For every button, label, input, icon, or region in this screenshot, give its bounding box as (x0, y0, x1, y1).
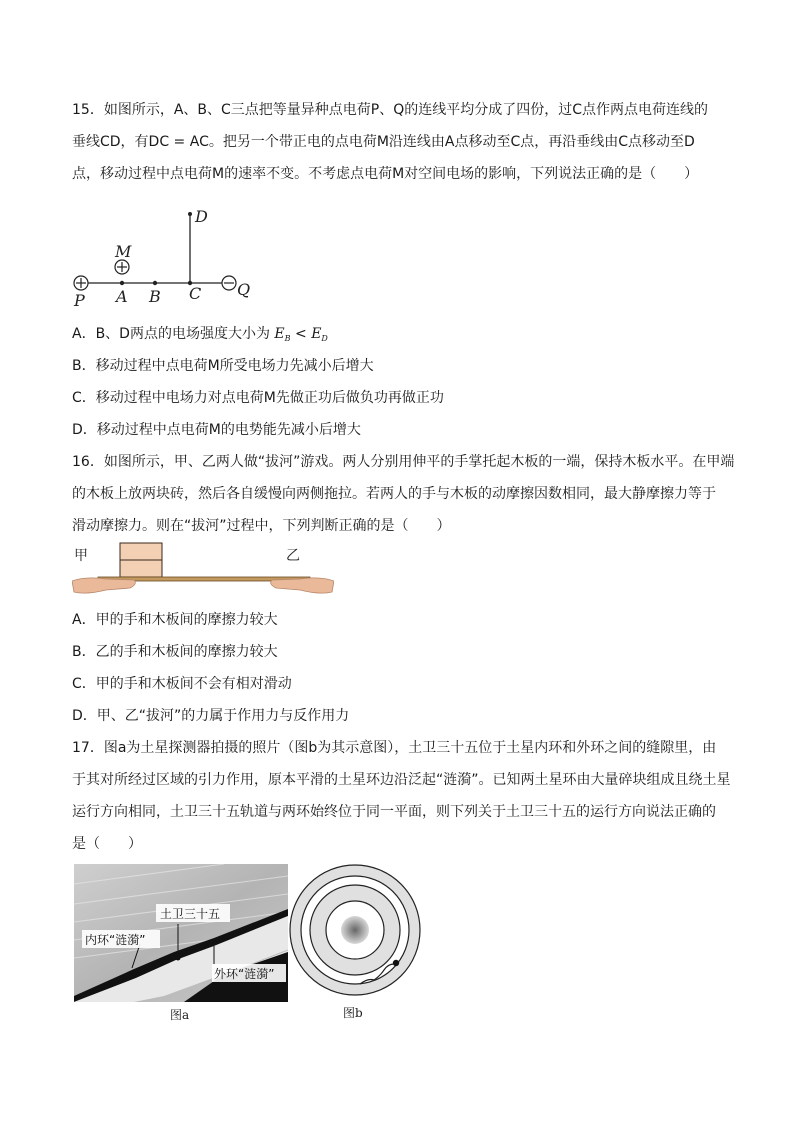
label-b: B (149, 287, 161, 306)
q15-option-b: B．移动过程中点电荷M所受电场力先减小后增大 (72, 358, 374, 374)
q16-option-b: B．乙的手和木板间的摩擦力较大 (72, 644, 278, 660)
label-moon: 土卫三十五 (160, 907, 221, 921)
label-yi: 乙 (286, 548, 300, 564)
right-hand-icon (271, 578, 334, 593)
q16-tug-figure (72, 540, 334, 602)
q15-line1: 15．如图所示，A、B、C三点把等量异种点电荷P、Q的连线平均分成了四份，过C点作两点电荷连线的 (72, 102, 709, 118)
saturn-icon (341, 916, 369, 944)
label-a: A (116, 287, 128, 306)
label-d: D (195, 207, 208, 226)
label-p: P (74, 291, 85, 310)
label-outer-ripple: 外环“涟漪” (214, 967, 275, 981)
q17-line1: 17．图a为土星探测器拍摄的照片（图b为其示意图），土卫三十五位于土星内环和外环之间的缝隙里，由 (72, 740, 717, 756)
label-inner-ripple: 内环“涟漪” (85, 933, 146, 947)
q16-line1: 16．如图所示，甲、乙两人做“拔河”游戏。两人分别用伸平的手掌托起木板的一端，保持木板水平。在甲端 (72, 454, 735, 470)
caption-fig-b: 图b (343, 1006, 363, 1020)
q16-line2: 的木板上放两块砖，然后各自缓慢向两侧拖拉。若两人的手与木板的动摩擦因数相同，最大静摩擦力等于 (72, 486, 716, 502)
q15-line3: 点，移动过程中点电荷M的速率不变。不考虑点电荷M对空间电场的影响，下列说法正确的是（ ） (72, 166, 699, 182)
fig-a-photo (74, 864, 288, 1002)
q17-line4: 是（ ） (72, 836, 142, 852)
brick-top (120, 543, 162, 560)
brick-bottom (120, 560, 162, 577)
e-symbol-2: E (311, 326, 322, 342)
left-hand-icon (72, 578, 135, 593)
q15-line2: 垂线CD，有DC = AC。把另一个带正电的点电荷M沿连线由A点移动至C点，再沿垂线由C点移动至D (72, 134, 695, 150)
q15-charge-diagram (70, 200, 270, 310)
q15-option-c: C．移动过程中电场力对点电荷M先做正功后做负功再做正功 (72, 390, 444, 406)
sub-b: B (284, 334, 291, 343)
q15-option-d: D．移动过程中点电荷M的电势能先减小后增大 (72, 422, 361, 438)
less-than: < (290, 326, 312, 342)
q15-option-a-text: A．B、D两点的电场强度大小为 (72, 326, 270, 342)
q16-option-c: C．甲的手和木板间不会有相对滑动 (72, 676, 292, 692)
sub-d: D (321, 334, 328, 343)
label-c: C (189, 284, 202, 303)
e-symbol: E (274, 326, 285, 342)
q16-option-a: A．甲的手和木板间的摩擦力较大 (72, 612, 278, 628)
q16-line3: 滑动摩擦力。则在“拔河”过程中，下列判断正确的是（ ） (72, 518, 451, 534)
q15-option-a (72, 324, 328, 346)
q17-line2: 于其对所经过区域的引力作用，原本平滑的土星环边沿泛起“涟漪”。已知两土星环由大量碎块组成且绕土星 (72, 772, 731, 788)
caption-fig-a: 图a (170, 1008, 190, 1022)
fig-b-diagram (288, 860, 422, 1000)
q16-option-d: D．甲、乙“拔河”的力属于作用力与反作用力 (72, 708, 350, 724)
q17-line3: 运行方向相同，土卫三十五轨道与两环始终位于同一平面，则下列关于土卫三十五的运行方向说法正确的 (72, 804, 716, 820)
moon-dot-icon (393, 960, 399, 966)
label-q: Q (237, 280, 251, 299)
label-jia: 甲 (74, 548, 88, 564)
label-m: M (115, 242, 132, 261)
